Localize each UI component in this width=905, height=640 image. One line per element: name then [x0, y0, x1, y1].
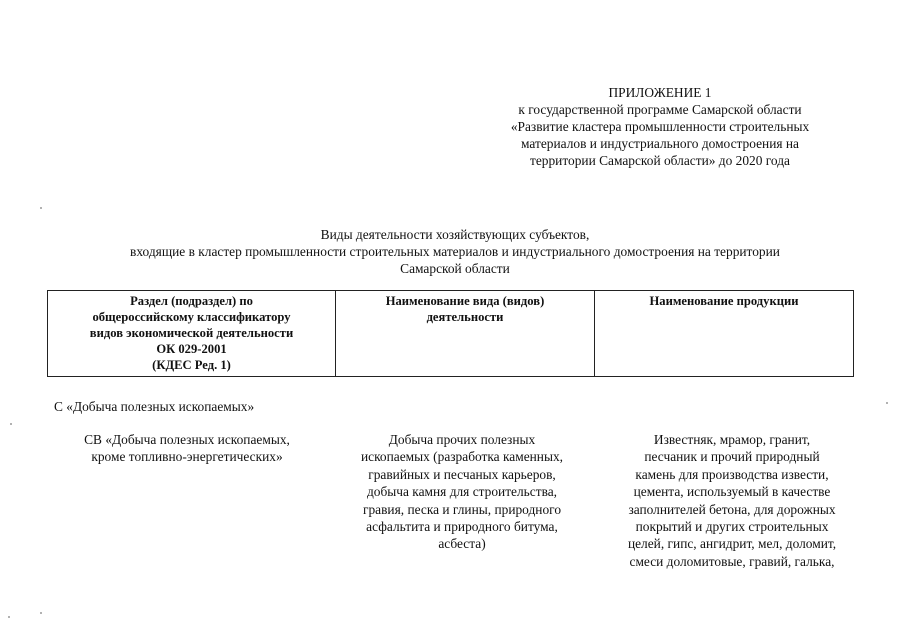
document-title: [40, 226, 870, 277]
appendix-header: [440, 84, 880, 169]
title-line: входящие в кластер промышленности строительных материалов и индустриального домостроения на территории: [130, 244, 780, 259]
cell-line: цемента, используемый в качестве: [633, 484, 831, 500]
header-line: (КДЕС Ред. 1): [152, 358, 231, 372]
cell-line: смеси доломитовые, гравий, галька,: [629, 553, 835, 569]
header-line: Наименование вида (видов): [385, 294, 545, 308]
header-line: деятельности: [426, 310, 504, 324]
title-line: Виды деятельности хозяйствующих субъектов,: [320, 227, 590, 242]
cell-line: песчаник и прочий природный: [644, 449, 820, 465]
cell-line: покрытий и других строительных: [635, 519, 829, 535]
scan-speck: [40, 612, 42, 614]
section-label: С «Добыча полезных ископаемых»: [54, 399, 255, 414]
header-cell-product-name: [595, 291, 854, 377]
cell-line: добыча камня для строительства,: [366, 484, 558, 500]
cell-line: гравийных и песчаных карьеров,: [368, 466, 556, 482]
header-line: общероссийскому классификатору: [92, 310, 291, 324]
cell-line: заполнителей бетона, для дорожных: [628, 501, 836, 517]
cell-line: кроме топливно-энергетических»: [91, 449, 283, 465]
cell-line: СВ «Добыча полезных ископаемых,: [84, 432, 290, 447]
title-line: Самарской области: [400, 261, 510, 276]
appendix-line: «Развитие кластера промышленности строительных: [510, 119, 810, 134]
row-section-code: [52, 431, 322, 466]
cell-line: асфальтита и природного битума,: [366, 519, 558, 535]
scan-speck: [40, 207, 42, 209]
cell-line: гравия, песка и глины, природного: [362, 501, 562, 517]
cell-line: камень для производства извести,: [635, 466, 829, 482]
appendix-line: ПРИЛОЖЕНИЕ 1: [608, 85, 712, 100]
cell-line: ископаемых (разработка каменных,: [360, 449, 564, 465]
cell-line: Добыча прочих полезных: [388, 432, 536, 447]
scan-speck: [8, 616, 10, 618]
appendix-line: материалов и индустриального домостроения на: [521, 136, 799, 151]
header-line: Наименование продукции: [649, 294, 799, 308]
cell-line: асбеста): [438, 536, 486, 552]
activity-table-header: [47, 290, 854, 377]
header-line: Раздел (подраздел) по: [130, 294, 253, 308]
appendix-line: территории Самарской области» до 2020 года: [530, 153, 790, 168]
row-activity-description: [332, 431, 592, 553]
scan-speck: [10, 423, 12, 425]
row-product-list: [598, 431, 866, 570]
table-header-row: [48, 291, 854, 377]
header-cell-activity-name: [336, 291, 595, 377]
cell-line: Известняк, мрамор, гранит,: [653, 432, 811, 447]
header-line: видов экономической деятельности: [89, 326, 294, 340]
header-line: ОК 029-2001: [156, 342, 227, 356]
appendix-line: к государственной программе Самарской области: [518, 102, 802, 117]
scan-speck: [886, 402, 888, 404]
header-cell-okved-section: [48, 291, 336, 377]
cell-line: целей, гипс, ангидрит, мел, доломит,: [627, 536, 837, 552]
